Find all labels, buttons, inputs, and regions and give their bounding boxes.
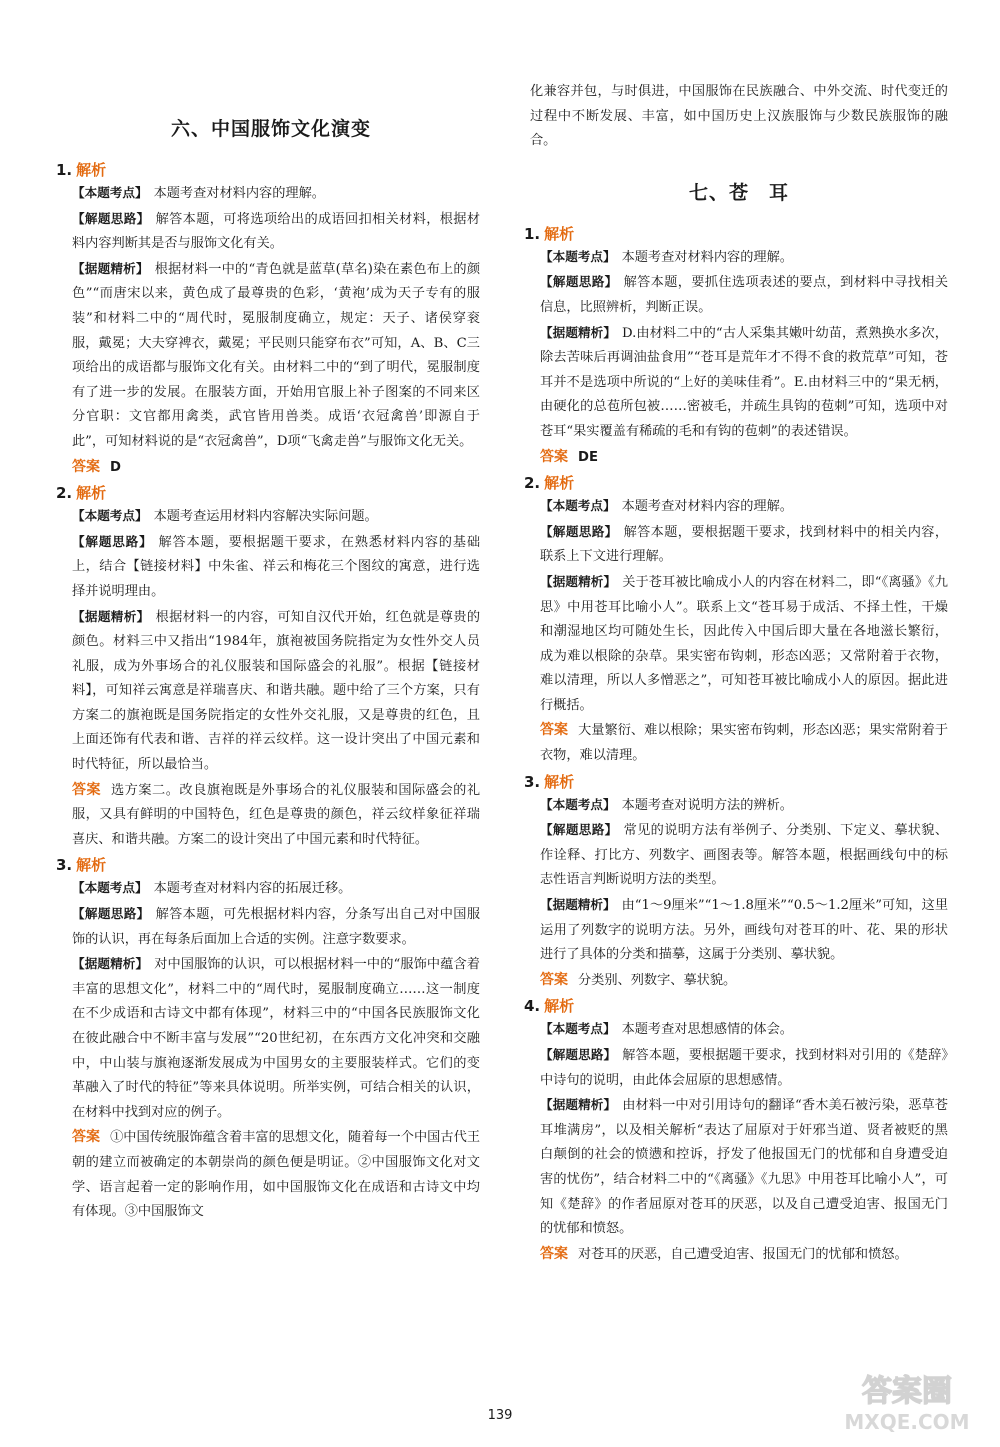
question-item — [524, 995, 948, 1267]
question-number: 3. — [524, 772, 541, 791]
question-heading — [524, 223, 948, 245]
left-items — [56, 159, 481, 1225]
answer-label: 答案 — [72, 781, 101, 798]
analysis-paragraph — [530, 570, 948, 719]
answer-text: 选方案二。改良旗袍既是外事场合的礼仪服装和国际盛会的礼服，又具有鲜明的中国特色，红色是尊贵的颜色，祥云纹样象征祥瑞喜庆、和谐共融。方案二的设计突出了中国元素和时代特征。 — [72, 782, 481, 847]
paragraph-text: 由材料一中对引用诗句的翻译“香木美石被污染，恶草苍耳堆满房”，以及相关解析“表达了屈原对于奸邪当道、贤者被贬的黑白颠倒的社会的愤懑和控诉，抒发了他报国无门的忧郁和自身遭受迫害的忧伤”，结合材料二中的“《离骚》《九思》中用苍耳比喻小人”，可知《楚辞》的作者屈原对苍耳的厌恶，以及自己遭受迫害、报国无门的忧郁和愤怒。 — [540, 1098, 948, 1237]
section-tag: 【本题考点】 — [72, 508, 148, 524]
section-title: 六、中国服饰文化演变 — [170, 118, 371, 140]
question-item — [524, 223, 949, 470]
section-tag: 【据题精析】 — [540, 324, 616, 340]
section-tag: 【据题精析】 — [72, 260, 149, 276]
analysis-label: 解析 — [544, 224, 575, 243]
answer-text: 对苍耳的厌恶，自己遭受迫害、报国无门的忧郁和愤怒。 — [578, 1246, 908, 1262]
section-tag: 【本题考点】 — [72, 185, 148, 200]
question-number: 3. — [56, 856, 73, 875]
paragraph-text: 解答本题，可先根据材料内容，分条写出自己对中国服饰的认识，再在每条后面加上合适的实例。注意字数要求。 — [72, 907, 481, 947]
section-tag: 【解题思路】 — [72, 210, 150, 226]
section-tag: 【据题精析】 — [72, 608, 150, 624]
analysis-label: 解析 — [544, 997, 575, 1016]
analysis-paragraph — [62, 952, 480, 1125]
paragraph-text: 本题考查对材料内容的理解。 — [621, 499, 793, 515]
answer-text: ①中国传统服饰蕴含着丰富的思想文化，随着每一个中国古代王朝的建立而被确定的本朝崇尚的颜色便是明证。②中国服饰文化对文学、语言起着一定的影响作用，如中国服饰文化在成语和古诗文中均有体现。③中国服饰文 — [72, 1130, 481, 1220]
answer-paragraph — [62, 778, 480, 853]
question-number: 1. — [524, 224, 541, 243]
analysis-paragraph — [530, 321, 948, 445]
section-tag: 【本题考点】 — [540, 796, 616, 812]
analysis-label: 解析 — [76, 161, 107, 179]
question-heading — [524, 771, 948, 793]
analysis-label: 解析 — [76, 484, 107, 503]
answer-paragraph — [62, 455, 480, 481]
section-tag: 【解题思路】 — [540, 523, 618, 539]
paragraph-text: 本题考查对材料内容的拓展迁移。 — [153, 881, 352, 897]
analysis-paragraph — [530, 893, 948, 968]
question-heading — [56, 159, 480, 181]
analysis-paragraph — [530, 245, 948, 271]
section-tag: 【解题思路】 — [540, 822, 618, 838]
answer-paragraph — [530, 968, 948, 994]
section-tag: 【据题精析】 — [540, 573, 617, 589]
watermark-bottom: MXQE.COM — [844, 1410, 970, 1434]
analysis-paragraph — [62, 207, 480, 257]
section-tag: 【据题精析】 — [72, 956, 149, 972]
watermark-top: 答案圈 — [862, 1374, 952, 1409]
left-column — [56, 86, 481, 1227]
analysis-paragraph — [530, 270, 948, 320]
question-number: 2. — [524, 474, 541, 493]
analysis-paragraph — [530, 1043, 948, 1093]
paragraph-text: 关于苍耳被比喻成小人的内容在材料二，即“《离骚》《九思》中用苍耳比喻小人”。联系上文“苍耳易于成活、不择土性，干燥和潮湿地区均可随处生长，因此传入中国后即大量在各地滋长繁衍，成为难以根除的杂草。果实密布钩刺，形态凶恶；又常附着于衣物，难以清理，所以人多憎恶之”，可知苍耳被比喻成小人的原因。据此进行概括。 — [540, 574, 948, 713]
analysis-paragraph — [62, 902, 480, 952]
section-tag: 【解题思路】 — [72, 906, 150, 922]
question-item — [56, 482, 481, 852]
analysis-paragraph — [530, 520, 948, 570]
paragraph-text: 解答本题，可将选项给出的成语回扣相关材料，根据材料内容判断其是否与服饰文化有关。 — [72, 211, 481, 252]
paragraph-text: 解答本题，要根据题干要求，找到材料中的相关内容，联系上下文进行理解。 — [540, 524, 949, 565]
paragraph-text: 根据材料一的内容，可知自汉代开始，红色就是尊贵的颜色。材料三中又指出“1984年，旗袍被国务院指定为女性外交人员礼服，成为外事场合的礼仪服装和国际盛会的礼服”。根据【链接材料】，可知祥云寓意是祥瑞喜庆、和谐共融。题中给了三个方案，只有方案二的旗袍既是国务院指定的女性外交礼服，又是尊贵的红色，且上面还饰有代表和谐、吉祥的祥云纹样。这一设计突出了中国元素和时代特征，所以最恰当。 — [72, 609, 481, 773]
analysis-label: 解析 — [76, 856, 107, 875]
answer-label: 答案 — [540, 448, 568, 465]
answer-text: 分类别、列数字、摹状貌。 — [578, 972, 737, 988]
paragraph-text: D.由材料二中的“古人采集其嫩叶幼苗，煮熟换水多次，除去苦味后再调油盐食用”“苍耳是荒年才不得不食的救荒草”可知，苍耳并不是选项中所说的“上好的美味佳肴”。E.由材料三中的“果无柄，由硬化的总苞所包被……密被毛，并疏生具钩的苞刺”可知，选项中对苍耳“果实覆盖有稀疏的毛和有钩的苞刺”的表述错误。 — [540, 325, 948, 439]
paragraph-text: 本题考查对材料内容的理解。 — [621, 249, 793, 265]
analysis-label: 解析 — [544, 474, 575, 493]
answer-label: 答案 — [72, 1129, 101, 1146]
paragraph-text: 由“1～9厘米”“1～1.8厘米”“0.5～1.2厘米”可知，这里运用了列数字的说明方法。另外，画线句对苍耳的叶、花、果的形状进行了具体的分类和描摹，这属于分类别、摹状貌。 — [540, 898, 949, 963]
section-tag: 【据题精析】 — [540, 1097, 617, 1113]
analysis-paragraph — [62, 530, 480, 605]
question-heading — [56, 854, 480, 876]
answer-paragraph — [530, 1242, 948, 1268]
section-tag: 【据题精析】 — [540, 897, 616, 913]
analysis-paragraph — [62, 605, 480, 778]
answer-label: 答案 — [540, 722, 569, 739]
analysis-paragraph — [530, 793, 948, 819]
question-heading — [56, 482, 480, 504]
page-number: 139 — [487, 1408, 513, 1423]
analysis-label: 解析 — [544, 772, 575, 791]
analysis-paragraph — [62, 876, 480, 902]
question-item — [56, 854, 481, 1224]
paragraph-text: 解答本题，要根据题干要求，找到材料对引用的《楚辞》中诗句的说明，由此体会屈原的思想感情。 — [540, 1048, 948, 1088]
analysis-paragraph — [62, 504, 480, 530]
watermark-logo — [832, 1365, 982, 1435]
question-number: 4. — [524, 997, 541, 1016]
paragraph-text: 根据材料一中的“青色就是蓝草(草名)染在素色布上的颜色”“而唐宋以来，黄色成了最尊贵的色彩，‘黄袍’成为天子专有的服装”和材料二中的“周代时，冕服制度确立，规定：天子、诸侯穿衮服，戴冕；大夫穿裨衣，戴冕；平民则只能穿布衣”可知，A、B、C三项给出的成语都与服饰文化有关。由材料二中的“到了明代，冕服制度有了进一步的发展。在服装方面，开始用官服上补子图案的不同来区分官职：文官都用禽类，武官皆用兽类。成语‘衣冠禽兽’即源自于此”，可知材料说的是“衣冠禽兽”，D项“飞禽走兽”与服饰文化无关。 — [72, 261, 481, 449]
question-item — [56, 159, 481, 480]
paragraph-text: 本题考查运用材料内容解决实际问题。 — [153, 509, 378, 525]
section-title: 七、苍 耳 — [688, 181, 789, 204]
paragraph-text: 本题考查对思想感情的体会。 — [621, 1022, 793, 1038]
answer-text: DE — [578, 449, 598, 465]
answer-text: D — [110, 459, 121, 475]
answer-paragraph — [62, 1125, 480, 1224]
section-tag: 【解题思路】 — [72, 533, 153, 549]
analysis-paragraph — [530, 494, 948, 520]
continuation-text: 化兼容并包，与时俱进，中国服饰在民族融合、中外交流、时代变迁的过程中不断发展、丰富，如中国历史上汉族服饰与少数民族服饰的融合。 — [530, 84, 948, 149]
question-heading — [524, 472, 948, 494]
answer-label: 答案 — [540, 971, 568, 988]
analysis-paragraph — [530, 818, 948, 893]
answer-label: 答案 — [72, 458, 100, 475]
section-tag: 【本题考点】 — [72, 880, 148, 896]
answer-paragraph — [530, 445, 948, 471]
analysis-paragraph — [62, 181, 480, 207]
paragraph-text: 解答本题，要抓住选项表述的要点，到材料中寻找相关信息，比照辨析，判断正误。 — [540, 275, 949, 315]
question-item — [524, 472, 949, 769]
section-tag: 【本题考点】 — [540, 1021, 616, 1037]
right-items — [524, 223, 949, 1268]
paragraph-text: 本题考查对材料内容的理解。 — [153, 186, 325, 201]
analysis-paragraph — [530, 1093, 948, 1242]
answer-text: 大量繁衍、难以根除；果实密布钩刺，形态凶恶；果实常附着于衣物，难以清理。 — [540, 723, 949, 764]
right-column — [524, 80, 949, 1269]
section-tag: 【本题考点】 — [540, 248, 616, 264]
analysis-paragraph — [530, 1017, 948, 1043]
answer-label: 答案 — [540, 1245, 568, 1262]
answer-paragraph — [530, 718, 948, 768]
section-tag: 【解题思路】 — [540, 1047, 617, 1062]
analysis-paragraph — [62, 257, 480, 455]
paragraph-text: 常见的说明方法有举例子、分类别、下定义、摹状貌、作诠释、打比方、列数字、画图表等。解答本题，根据画线句中的标志性语言判断说明方法的类型。 — [540, 823, 949, 888]
question-item — [524, 771, 949, 994]
question-number: 1. — [56, 161, 73, 179]
section-tag: 【解题思路】 — [540, 274, 618, 290]
paragraph-text: 解答本题，要根据题干要求，在熟悉材料内容的基础上，结合【链接材料】中朱雀、祥云和梅花三个图纹的寓意，进行选择并说明理由。 — [72, 534, 481, 599]
question-heading — [524, 995, 948, 1017]
paragraph-text: 本题考查对说明方法的辨析。 — [621, 797, 793, 813]
paragraph-text: 对中国服饰的认识，可以根据材料一中的“服饰中蕴含着丰富的思想文化”，材料二中的“周代时，冕服制度确立……这一制度在不少成语和古诗文中都有体现”，材料三中的“中国各民族服饰文化在彼此融合中不断丰富与发展”“20世纪初，在东西方文化冲突和交融中，中山装与旗袍逐渐发展成为中国男女的主要服装样式。它们的变革融入了时代的特征”等来具体说明。所举实例，可结合相关的认识，在材料中找到对应的例子。 — [72, 957, 480, 1120]
section-tag: 【本题考点】 — [540, 498, 616, 514]
question-number: 2. — [56, 484, 73, 503]
